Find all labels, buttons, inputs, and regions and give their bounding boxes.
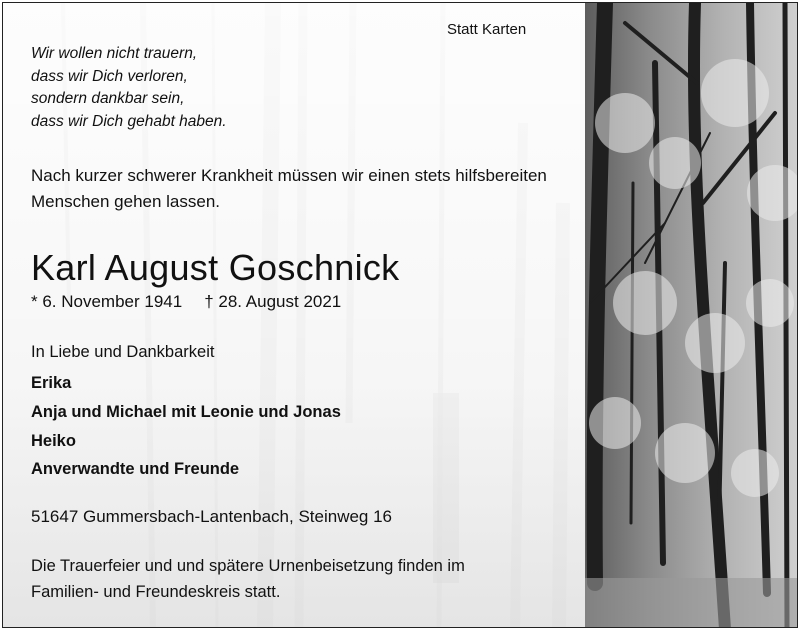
family-address: 51647 Gummersbach-Lantenbach, Steinweg 16 — [31, 507, 393, 526]
intro-line: Nach kurzer schwerer Krankheit müssen wir einen stets hilfsbereiten — [31, 166, 547, 185]
life-dates — [31, 292, 363, 312]
notice-line: Die Trauerfeier und und spätere Urnenbeisetzung finden im — [31, 557, 465, 575]
mourners-intro: In Liebe und Dankbarkeit — [31, 343, 215, 361]
poem-line: sondern dankbar sein, — [31, 90, 185, 107]
obituary-card — [2, 2, 798, 628]
mourners-list — [31, 369, 341, 484]
mourner-name: Heiko — [31, 431, 76, 450]
intro-line: Menschen gehen lassen. — [31, 192, 221, 211]
mourner-name: Anja und Michael mit Leonie und Jonas — [31, 402, 341, 421]
mourner-name: Anverwandte und Freunde — [31, 460, 240, 479]
death-date: † 28. August 2021 — [204, 292, 342, 311]
forest-photo — [585, 3, 797, 628]
funeral-notice — [31, 553, 465, 605]
poem-verse — [31, 43, 227, 133]
deceased-name: Karl August Goschnick — [31, 247, 400, 288]
intro-text — [31, 163, 547, 215]
birth-date: * 6. November 1941 — [31, 292, 183, 311]
poem-line: dass wir Dich verloren, — [31, 67, 188, 85]
notice-line: Familien- und Freundeskreis statt. — [31, 583, 281, 601]
poem-line: dass wir Dich gehabt haben. — [31, 112, 227, 130]
mourner-name: Erika — [31, 374, 72, 392]
statt-karten-label: Statt Karten — [447, 21, 527, 38]
poem-line: Wir wollen nicht trauern, — [31, 45, 198, 62]
